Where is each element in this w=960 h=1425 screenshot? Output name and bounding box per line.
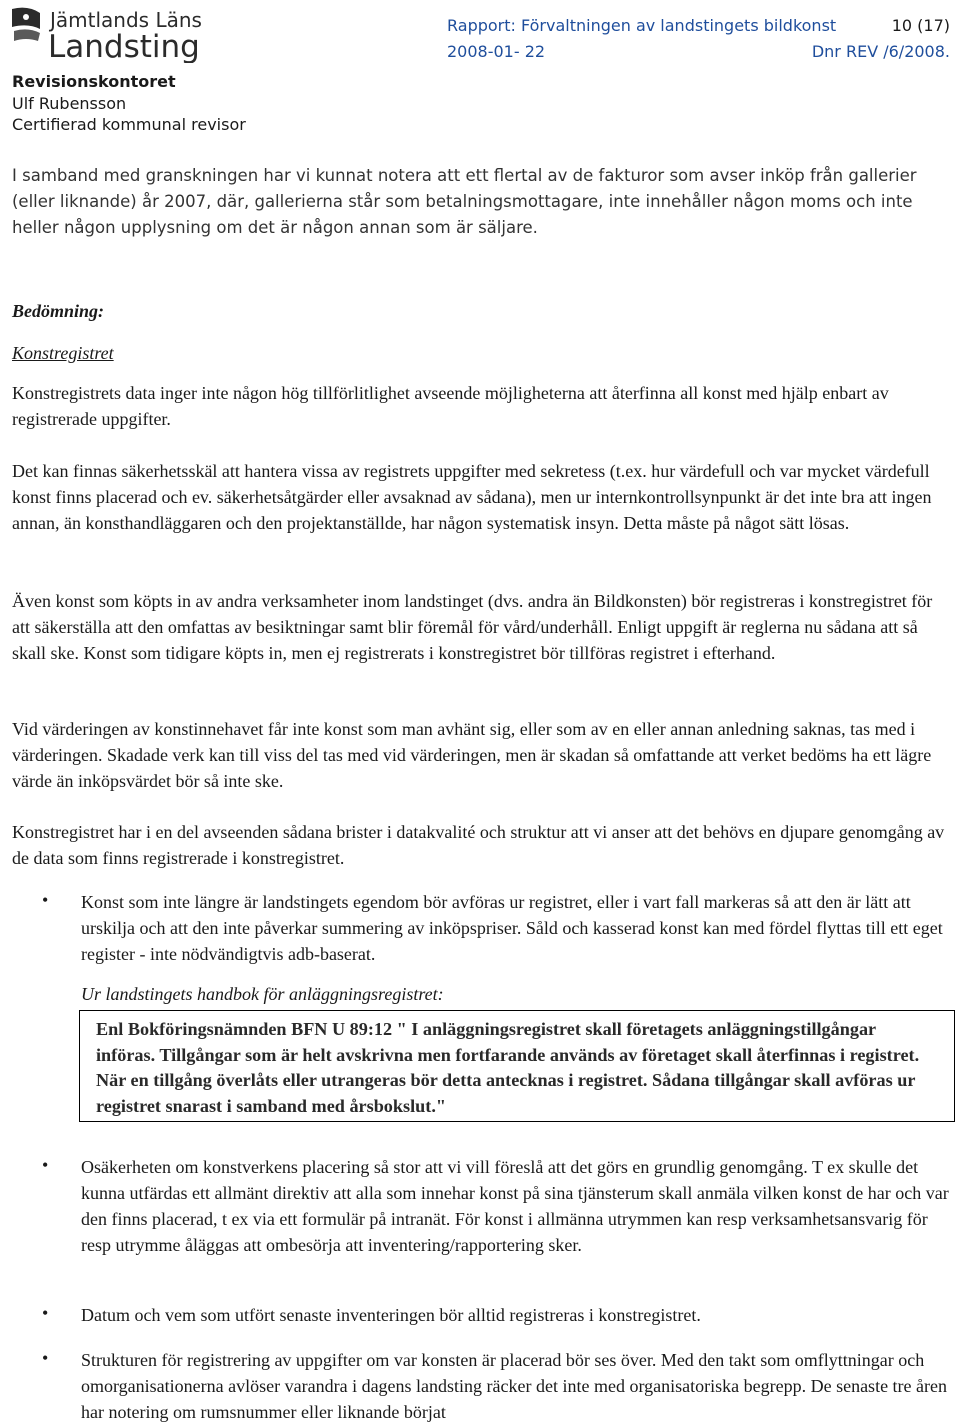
author-title: Certifierad kommunal revisor <box>12 115 246 134</box>
logo-emblem-icon <box>12 8 40 41</box>
bullet-marker: • <box>42 890 49 910</box>
assessment-heading: Bedömning: <box>12 301 105 321</box>
logo-line1: Jämtlands Läns <box>50 8 202 32</box>
bullet-marker: • <box>42 1348 49 1368</box>
landsting-logo <box>10 3 220 63</box>
section-subheading: Konstregistret <box>12 343 114 363</box>
paragraph-5: Konstregistret har i en del avseenden sådana brister i datakvalité och struktur att vi anser att det behövs en djupare genomgång av de data som finns registrerade i konstregistret. <box>12 822 945 868</box>
handbook-label: Ur landstingets handbok för anläggningsregistret: <box>81 984 444 1004</box>
bullet-item-1: Konst som inte längre är landstingets egendom bör avföras ur registret, eller i vart fall markeras så att den är lätt att urskilja och att den inte påverkar summering av inköpspriser. Såld och kasserad konst kan med fördel flyttas till ett eget register - inte nödvändigtvis adb-baserat. <box>81 892 943 964</box>
paragraph-3: Även konst som köpts in av andra verksamheter inom landstinget (dvs. andra än Bildkonsten) bör registreras i konstregistret för att säkerställa att den omfattas av besiktningar samt blir föremål för vård/underhåll. Enligt uppgift är reglerna nu sådana att så skall ske. Konst som tidigare köpts in, men ej registrerats i konstregistret bör tillföras registret i efterhand. <box>12 591 933 663</box>
report-date: 2008-01- 22 <box>447 42 546 61</box>
logo-line2: Landsting <box>48 29 200 63</box>
report-title: Rapport: Förvaltningen av landstingets bildkonst <box>447 16 837 35</box>
handbook-quote: Enl Bokföringsnämnden BFN U 89:12 " I anläggningsregistret skall företagets anläggningstillgångar införas. Tillgångar som är helt avskrivna men fortfarande används av företaget skall återfinnas i registret. När en tillgång överlåts eller utrangeras bör detta antecknas i registret. Sådana tillgångar skall avföras ur registret snarast i samband med årsbokslut." <box>79 1010 955 1122</box>
author-name: Ulf Rubensson <box>12 94 127 113</box>
bullet-marker: • <box>42 1303 49 1323</box>
department: Revisionskontoret <box>12 72 176 91</box>
bullet-marker: • <box>42 1155 49 1175</box>
page-number: 10 (17) <box>891 16 950 35</box>
bullet-item-2: Osäkerheten om konstverkens placering så stor att vi vill föreslå att det görs en grundlig genomgång. T ex skulle det kunna utfärdas ett allmänt direktiv att alla som innehar konst på sina tjänsterum skall anmäla vilken konst de har och var den finns placerad, t ex via ett formulär på intranät. För konst i allmänna utrymmen kan resp verksamhetsansvarig för resp utrymme åläggas att ombesörja att inventering/rapportering sker. <box>81 1157 949 1255</box>
paragraph-2: Det kan finnas säkerhetsskäl att hantera vissa av registrets uppgifter med sekretess (t.ex. hur värdefull och var mycket värdefull konst finns placerad och ev. säkerhetsåtgärder eller avsaknad av sådana), men ur internkontrollsynpunkt är det inte bra att ingen annan, än konsthandläggaren och den projektanställde, har någon systematisk insyn. Detta måste på något sätt lösas. <box>12 461 932 533</box>
intro-paragraph: I samband med granskningen har vi kunnat notera att ett flertal av de fakturor som avser inköp från gallerier (eller liknande) år 2007, där, gallerierna står som betalningsmottagare, inte innehåller någon moms och inte heller någon upplysning om det är någon annan som är säljare. <box>12 166 917 237</box>
paragraph-4: Vid värderingen av konstinnehavet får inte konst som man avhänt sig, eller som av en eller annan anledning saknas, tas med i värderingen. Skadade verk kan till viss del tas med vid värderingen, men är skadan så omfattande att verket bedöms ha ett lägre värde än inköpsvärdet bör så inte ske. <box>12 719 932 791</box>
bullet-item-4: Strukturen för registrering av uppgifter om var konsten är placerad bör ses över. Med den takt som omflyttningar och omorganisationerna avlöser varandra i dagens landsting räcker det inte med organisatoriska begrepp. De senaste tre åren har notering om rumsnummer eller liknande börjat <box>81 1350 948 1422</box>
paragraph-1: Konstregistrets data inger inte någon hög tillförlitlighet avseende möjligheterna att återfinna all konst med hjälp enbart av registrerade uppgifter. <box>12 383 889 429</box>
reference-number: Dnr REV /6/2008. <box>811 42 950 61</box>
bullet-item-3: Datum och vem som utfört senaste inventeringen bör alltid registreras i konstregistret. <box>81 1305 701 1325</box>
